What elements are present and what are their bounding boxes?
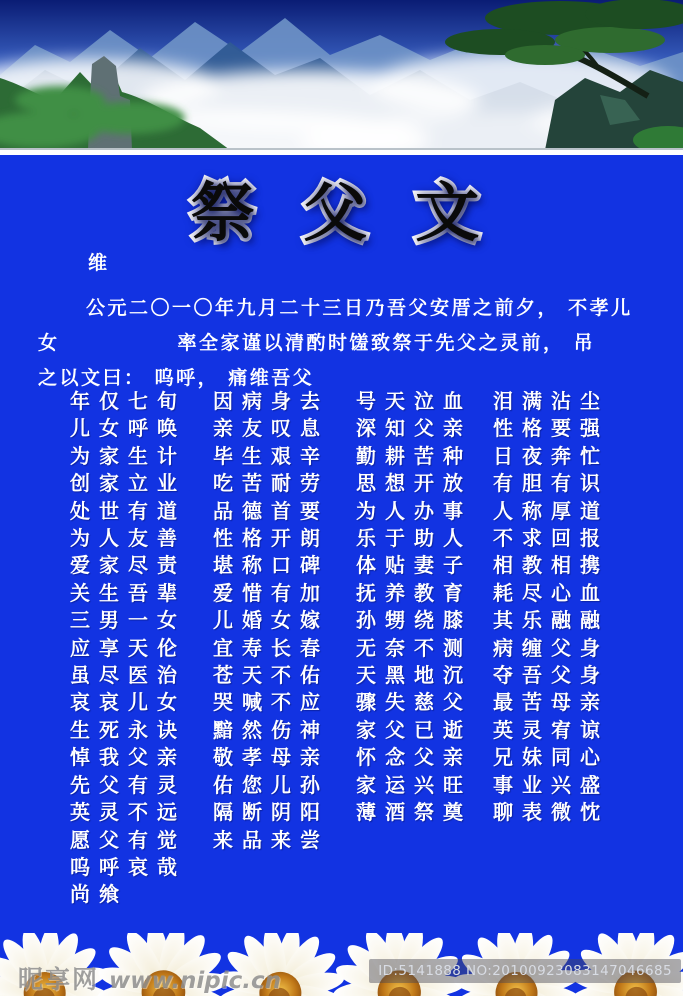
verse-line: 儿婚女嫁 [213, 608, 329, 633]
verse-line: 相教相携 [493, 553, 609, 578]
verse-line: 悼我父亲 [70, 745, 186, 770]
verse-line: 有胆有识 [493, 471, 609, 496]
verse-line: 呜呼哀哉 [70, 854, 186, 879]
verse-column-3 [356, 388, 493, 909]
verse-line: 哀哀儿女 [70, 690, 186, 715]
verse-line: 吃苦耐劳 [213, 471, 329, 496]
verse-line: 骤失慈父 [356, 690, 472, 715]
verse-line: 耗尽心血 [493, 580, 609, 605]
verse-line: 尚飨 [70, 882, 128, 907]
image-id-badge: ID:5141888 NO:20100923083147046685 [369, 959, 681, 983]
verse-line: 爱家尽责 [70, 553, 186, 578]
verse-line: 哭喊不应 [213, 690, 329, 715]
verse-line: 堪称口碑 [213, 553, 329, 578]
verse-line: 其乐融融 [493, 608, 609, 633]
verse-line: 英灵不远 [70, 800, 186, 825]
verse-line: 勤耕苦种 [356, 443, 472, 468]
verse-line: 性格开朗 [213, 526, 329, 551]
verse-line: 关生吾辈 [70, 580, 186, 605]
verse-line: 事业兴盛 [493, 772, 609, 797]
verse-line: 人称厚道 [493, 498, 609, 523]
verse-line: 隔断阴阳 [213, 800, 329, 825]
verse-line: 无奈不测 [356, 635, 472, 660]
watermark-site-name: 昵享网 [18, 965, 100, 994]
verse-line: 为家生计 [70, 443, 186, 468]
verse-line: 苍天不佑 [213, 663, 329, 688]
verse-line: 虽尽医治 [70, 663, 186, 688]
verse-line: 薄酒祭奠 [356, 800, 472, 825]
opening-line-3: 之以文曰： 呜呼， 痛维吾父 [38, 367, 315, 389]
verse-line: 乐于助人 [356, 526, 472, 551]
verse-column-1 [70, 388, 213, 909]
verse-line: 英灵宥谅 [493, 717, 609, 742]
verse-line: 敬孝母亲 [213, 745, 329, 770]
verse-line: 思想开放 [356, 471, 472, 496]
header-divider [0, 148, 683, 155]
verse-column-4 [493, 388, 643, 909]
verse-line: 亲友叹息 [213, 416, 329, 441]
verse-line: 佑您儿孙 [213, 772, 329, 797]
mountain-landscape-image [0, 0, 683, 150]
verse-line: 年仅七旬 [70, 389, 186, 413]
verse-line: 来品来尝 [213, 827, 329, 852]
verse-line: 深知父亲 [356, 416, 472, 441]
verse-line: 爱惜有加 [213, 580, 329, 605]
opening-wei: 维 [88, 252, 110, 274]
verse-line: 夺吾父身 [493, 663, 609, 688]
verse-line: 号天泣血 [356, 389, 472, 413]
verse-line: 愿父有觉 [70, 827, 186, 852]
verse-line: 抚养教育 [356, 580, 472, 605]
verse-line: 兄妹同心 [493, 745, 609, 770]
opening-line-2 [38, 326, 648, 361]
verse-line: 为人友善 [70, 526, 186, 551]
opening-line-2-rest: 率全家谨以清酌时馐致祭于先父之灵前， 吊 [177, 332, 596, 354]
verse-line: 应享天伦 [70, 635, 186, 660]
verse-line: 处世有道 [70, 498, 186, 523]
verse-line: 病缠父身 [493, 635, 609, 660]
verse-columns [70, 388, 643, 909]
verse-line: 怀念父亲 [356, 745, 472, 770]
verse-line: 体贴妻子 [356, 553, 472, 578]
verse-line: 为人办事 [356, 498, 472, 523]
verse-line: 儿女呼唤 [70, 416, 186, 441]
verse-line: 天黑地沉 [356, 663, 472, 688]
verse-line: 创家立业 [70, 471, 186, 496]
verse-line: 因病身去 [213, 389, 329, 413]
verse-line: 黯然伤神 [213, 717, 329, 742]
verse-line: 性格要强 [493, 416, 609, 441]
verse-column-2 [213, 388, 356, 909]
verse-line: 三男一女 [70, 608, 186, 633]
verse-line: 毕生艰辛 [213, 443, 329, 468]
verse-line: 家运兴旺 [356, 772, 472, 797]
verse-line: 生死永诀 [70, 717, 186, 742]
opening-paragraph [38, 248, 648, 396]
verse-line: 泪满沾尘 [493, 389, 609, 413]
verse-line: 不求回报 [493, 526, 609, 551]
verse-line: 宜寿长春 [213, 635, 329, 660]
opening-line-1: 公元二〇一〇年九月二十三日乃吾父安厝之前夕， 不孝儿 [86, 297, 633, 319]
watermark-site-url: www.nipic.cn [109, 968, 282, 994]
verse-line: 最苦母亲 [493, 690, 609, 715]
verse-line: 品德首要 [213, 498, 329, 523]
site-watermark [18, 960, 282, 994]
opening-line-2-prefix: 女 [38, 332, 60, 354]
verse-line: 先父有灵 [70, 772, 186, 797]
verse-line: 日夜奔忙 [493, 443, 609, 468]
verse-line: 家父已逝 [356, 717, 472, 742]
verse-line: 孙甥绕膝 [356, 608, 472, 633]
verse-line: 聊表微忱 [493, 800, 609, 825]
page-title: 祭 父 文 [190, 177, 493, 251]
